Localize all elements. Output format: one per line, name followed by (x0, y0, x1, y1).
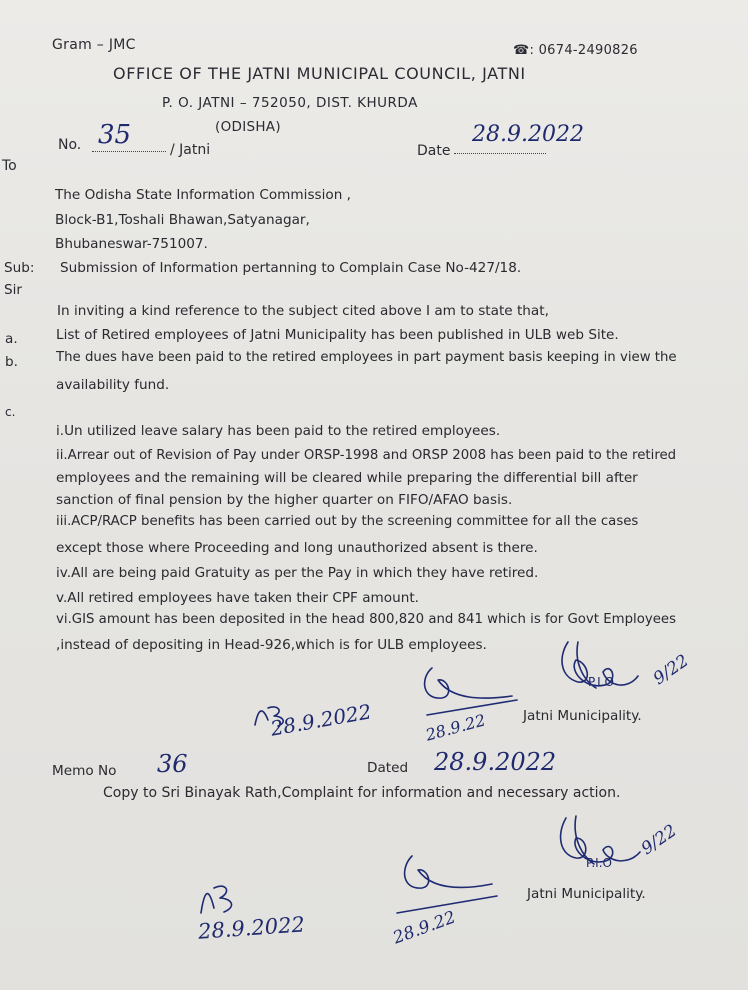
org-name-1: Jatni Municipality. (523, 708, 642, 724)
office-address: P. O. JATNI – 752050, DIST. KHURDA (162, 95, 418, 111)
point-c-label: c. (5, 405, 16, 419)
initial-mark-2 (412, 660, 522, 720)
initial-mark-3 (196, 878, 256, 918)
point-b-label: b. (5, 354, 18, 370)
recipient-line-3: Bhubaneswar-751007. (55, 236, 208, 252)
office-state: (ODISHA) (215, 119, 281, 135)
gram-line: Gram – JMC (52, 37, 136, 53)
memo-number: 36 (157, 750, 188, 778)
point-b-line-2: availability fund. (56, 377, 170, 393)
subpoint-line: vi.GIS amount has been deposited in the head 800,820 and 841 which is for Govt Employees (56, 612, 677, 627)
point-a-label: a. (5, 331, 18, 347)
date-value: 28.9.2022 (472, 122, 584, 147)
point-a-text: List of Retired employees of Jatni Municipality has been published in ULB web Site. (56, 327, 619, 343)
subpoint-line: iv.All are being paid Gratuity as per the Pay in which they have retired. (56, 565, 539, 581)
subpoint-line: ,instead of depositing in Head-926,which is for ULB employees. (56, 637, 487, 653)
date-label: Date (417, 143, 451, 159)
intro-paragraph: In inviting a kind reference to the subject cited above I am to state that, (57, 303, 549, 319)
memo-label: Memo No (52, 763, 117, 779)
to-label: To (2, 158, 17, 174)
initial-date-3: 28.9.2022 (197, 912, 306, 944)
recipient-line-2: Block-B1,Toshali Bhawan,Satyanagar, (55, 212, 310, 228)
phone-number: ☎: 0674-2490826 (513, 43, 638, 58)
pio-label-2: P.I.O (586, 856, 612, 870)
ref-no-suffix: / Jatni (170, 142, 211, 158)
subpoint-line: v.All retired employees have taken their CPF amount. (56, 590, 419, 606)
ref-no-value: 35 (98, 120, 132, 150)
subpoint-line: i.Un utilized leave salary has been paid to the retired employees. (56, 423, 501, 439)
subpoint-line: ii.Arrear out of Revision of Pay under ORSP-1998 and ORSP 2008 has been paid to the retired (56, 448, 677, 463)
initial-date-1: 28.9.2022 (268, 699, 374, 741)
pio-label-1: P.I.O (588, 675, 614, 689)
date-dotline (454, 153, 546, 154)
org-name-2: Jatni Municipality. (527, 886, 646, 902)
subpoint-line: except those where Proceeding and long unauthorized absent is there. (56, 540, 538, 556)
memo-dated-label: Dated (367, 760, 409, 776)
memo-dated-value: 28.9.2022 (434, 748, 557, 776)
subpoint-line: employees and the remaining will be cleared while preparing the differential bill after (56, 470, 638, 486)
copy-to-line: Copy to Sri Binayak Rath,Complaint for information and necessary action. (103, 785, 621, 801)
subpoint-line: iii.ACP/RACP benefits has been carried out by the screening committee for all the cases (56, 514, 639, 529)
ref-no-label: No. (58, 137, 82, 153)
initial-mark-1 (250, 700, 310, 730)
pio-sig-date-1: 9/22 (649, 650, 693, 690)
subject-label: Sub: (4, 260, 35, 276)
ref-no-dotline (92, 151, 166, 152)
recipient-line-1: The Odisha State Information Commission , (55, 187, 351, 203)
office-name: OFFICE OF THE JATNI MUNICIPAL COUNCIL, JATNI (113, 64, 526, 83)
initial-date-4: 28.9.22 (390, 907, 459, 949)
salutation: Sir (4, 282, 22, 298)
point-b-line-1: The dues have been paid to the retired employees in part payment basis keeping in view the (56, 350, 677, 365)
subpoint-line: sanction of final pension by the higher quarter on FIFO/AFAO basis. (56, 492, 513, 508)
pio-sig-date-2: 9/22 (637, 820, 681, 860)
initial-mark-4 (392, 848, 502, 918)
subject-text: Submission of Information pertanning to Complain Case No-427/18. (60, 260, 522, 276)
initial-date-2: 28.9.22 (423, 710, 488, 745)
pio-signature-2 (548, 810, 698, 880)
